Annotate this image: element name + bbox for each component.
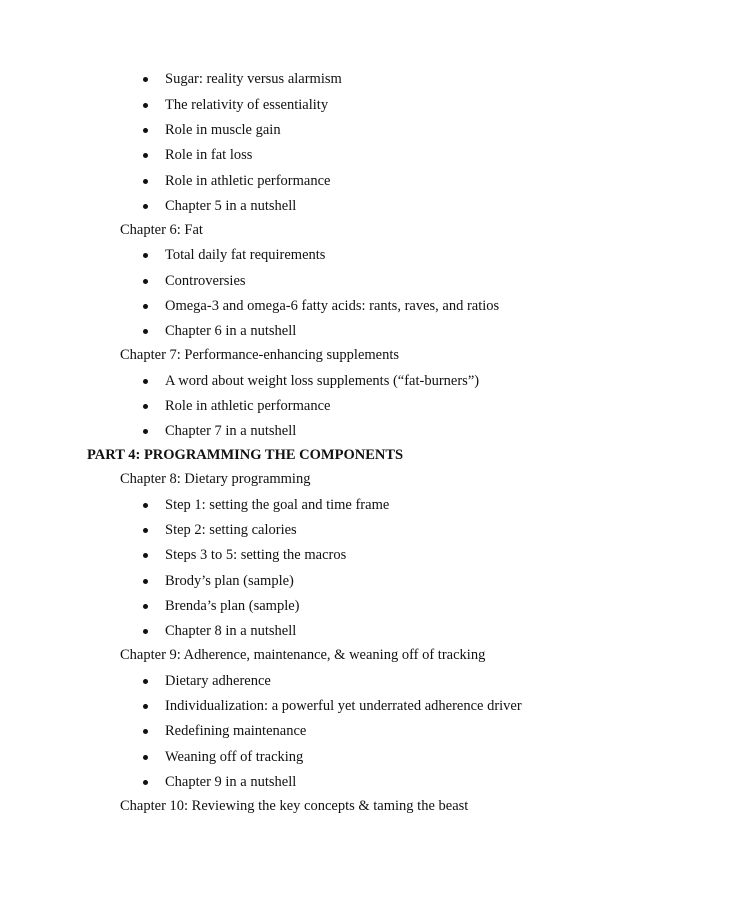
bullet-icon bbox=[143, 153, 148, 158]
toc-bullet-item: Chapter 6 in a nutshell bbox=[165, 323, 297, 339]
toc-bullet-item: The relativity of essentiality bbox=[165, 97, 329, 113]
toc-bullet-item: Brody’s plan (sample) bbox=[165, 573, 294, 589]
toc-chapter-heading: Chapter 8: Dietary programming bbox=[120, 471, 311, 487]
toc-bullet-item: Chapter 5 in a nutshell bbox=[165, 198, 297, 214]
bullet-icon bbox=[143, 755, 148, 760]
toc-bullet-item: Weaning off of tracking bbox=[165, 749, 304, 765]
toc-bullet-item: A word about weight loss supplements (“fat-burners”) bbox=[165, 373, 480, 389]
toc-bullet-item: Chapter 7 in a nutshell bbox=[165, 423, 297, 439]
bullet-icon bbox=[143, 77, 148, 82]
bullet-icon bbox=[143, 404, 148, 409]
bullet-icon bbox=[143, 329, 148, 334]
bullet-icon bbox=[143, 780, 148, 785]
toc-bullet-item: Step 1: setting the goal and time frame bbox=[165, 497, 390, 513]
bullet-icon bbox=[143, 553, 148, 558]
bullet-icon bbox=[143, 379, 148, 384]
toc-bullet-item: Dietary adherence bbox=[165, 673, 271, 689]
bullet-icon bbox=[143, 629, 148, 634]
bullet-icon bbox=[143, 304, 148, 309]
bullet-icon bbox=[143, 729, 148, 734]
toc-bullet-item: Steps 3 to 5: setting the macros bbox=[165, 547, 347, 563]
toc-bullet-item: Omega-3 and omega-6 fatty acids: rants, raves, and ratios bbox=[165, 298, 500, 314]
bullet-icon bbox=[143, 579, 148, 584]
toc-bullet-item: Chapter 8 in a nutshell bbox=[165, 623, 297, 639]
toc-chapter-heading: Chapter 9: Adherence, maintenance, & weaning off of tracking bbox=[120, 647, 486, 663]
toc-chapter-heading: Chapter 10: Reviewing the key concepts & taming the beast bbox=[120, 798, 469, 814]
toc-chapter-heading: Chapter 6: Fat bbox=[120, 222, 203, 238]
bullet-icon bbox=[143, 704, 148, 709]
toc-bullet-item: Total daily fat requirements bbox=[165, 247, 326, 263]
bullet-icon bbox=[143, 128, 148, 133]
bullet-icon bbox=[143, 279, 148, 284]
toc-bullet-item: Sugar: reality versus alarmism bbox=[165, 71, 342, 87]
toc-bullet-item: Chapter 9 in a nutshell bbox=[165, 774, 297, 790]
bullet-icon bbox=[143, 253, 148, 258]
toc-bullet-item: Role in athletic performance bbox=[165, 398, 331, 414]
toc-bullet-item: Role in fat loss bbox=[165, 147, 253, 163]
bullet-icon bbox=[143, 429, 148, 434]
bullet-icon bbox=[143, 604, 148, 609]
toc-chapter-heading: Chapter 7: Performance-enhancing supplements bbox=[120, 347, 400, 363]
toc-bullet-item: Brenda’s plan (sample) bbox=[165, 598, 300, 614]
toc-bullet-item: Redefining maintenance bbox=[165, 723, 307, 739]
bullet-icon bbox=[143, 528, 148, 533]
toc-bullet-item: Individualization: a powerful yet underrated adherence driver bbox=[165, 698, 522, 714]
toc-part-heading: PART 4: PROGRAMMING THE COMPONENTS bbox=[87, 447, 404, 463]
bullet-icon bbox=[143, 204, 148, 209]
toc-bullet-item: Role in muscle gain bbox=[165, 122, 281, 138]
bullet-icon bbox=[143, 103, 148, 108]
bullet-icon bbox=[143, 503, 148, 508]
toc-bullet-item: Step 2: setting calories bbox=[165, 522, 297, 538]
bullet-icon bbox=[143, 179, 148, 184]
toc-bullet-item: Role in athletic performance bbox=[165, 173, 331, 189]
toc-bullet-item: Controversies bbox=[165, 273, 246, 289]
bullet-icon bbox=[143, 679, 148, 684]
